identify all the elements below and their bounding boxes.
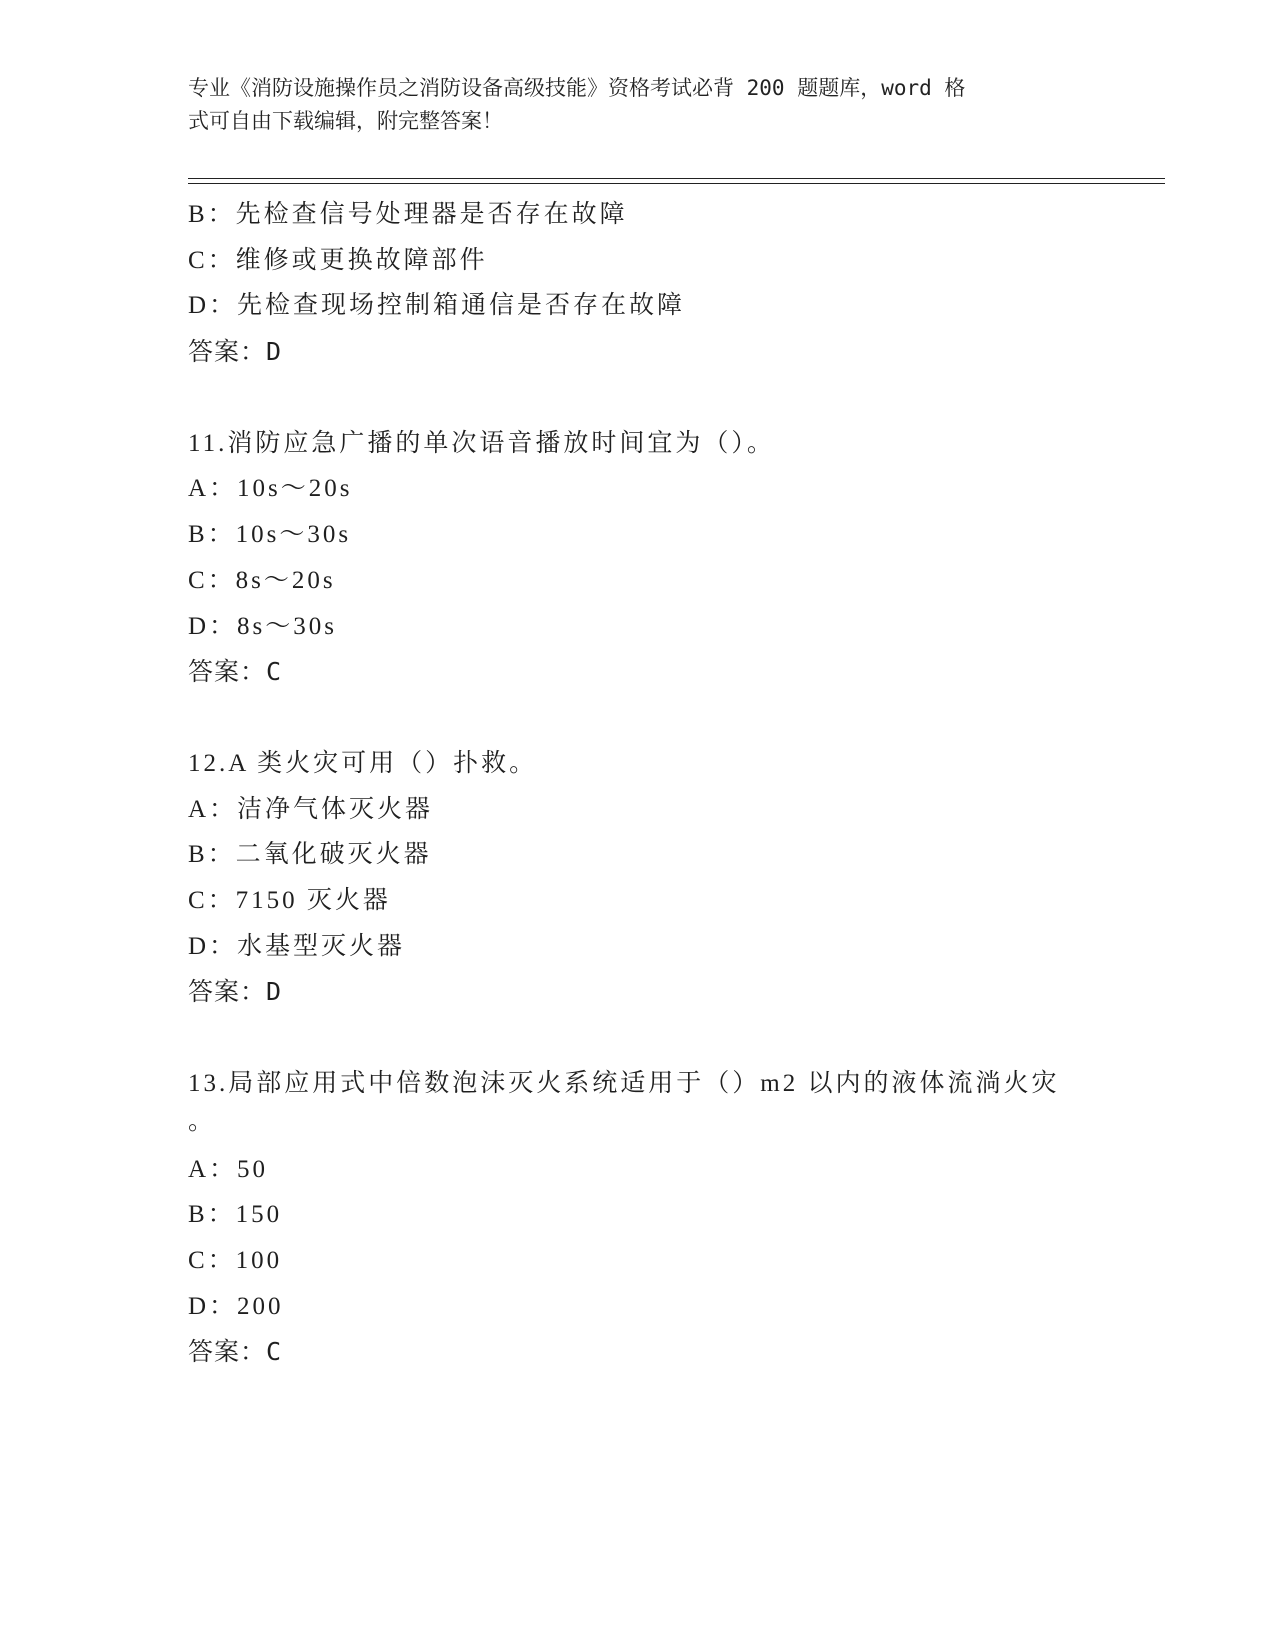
option-b: B：二氧化破灭火器 bbox=[188, 841, 432, 869]
answer: 答案：D bbox=[188, 337, 283, 367]
option-c: C：8s～20s bbox=[188, 566, 336, 594]
option-a: A：10s～20s bbox=[188, 475, 353, 503]
option-b: B：150 bbox=[188, 1201, 283, 1229]
answer: 答案：C bbox=[188, 657, 283, 687]
question-stem: 13.局部应用式中倍数泡沫灭火系统适用于（）m2 以内的液体流淌火灾 bbox=[188, 1070, 1060, 1097]
question-10 bbox=[188, 192, 1118, 375]
header-divider-top bbox=[188, 178, 1165, 179]
option-d: D：水基型灭火器 bbox=[188, 932, 406, 960]
question-list bbox=[188, 192, 1118, 1375]
question-13 bbox=[188, 1061, 1118, 1375]
option-c: C：7150 灭火器 bbox=[188, 886, 391, 914]
header-divider-bottom bbox=[188, 183, 1165, 184]
question-stem: 12.A 类火灾可用（）扑救。 bbox=[188, 749, 538, 777]
option-a: A：洁净气体灭火器 bbox=[188, 795, 434, 823]
question-stem: 11.消防应急广播的单次语音播放时间宜为（）。 bbox=[188, 429, 775, 457]
question-stem-continuation: 。 bbox=[188, 1107, 217, 1135]
question-12 bbox=[188, 741, 1118, 1015]
document-header bbox=[188, 72, 1068, 138]
option-a: A：50 bbox=[188, 1155, 269, 1183]
header-line-1: 专业《消防设施操作员之消防设备高级技能》资格考试必背 200 题题库，word 格 bbox=[188, 76, 966, 100]
answer: 答案：D bbox=[188, 977, 283, 1007]
header-line-2: 式可自由下载编辑，附完整答案！ bbox=[188, 109, 503, 133]
option-d: D：先检查现场控制箱通信是否存在故障 bbox=[188, 292, 686, 320]
answer: 答案：C bbox=[188, 1337, 283, 1367]
option-d: D：200 bbox=[188, 1292, 284, 1320]
option-c: C：维修或更换故障部件 bbox=[188, 246, 488, 274]
option-b: B：10s～30s bbox=[188, 521, 352, 549]
option-c: C：100 bbox=[188, 1247, 283, 1275]
option-d: D：8s～30s bbox=[188, 612, 338, 640]
question-11 bbox=[188, 421, 1118, 695]
option-b: B：先检查信号处理器是否存在故障 bbox=[188, 201, 628, 228]
